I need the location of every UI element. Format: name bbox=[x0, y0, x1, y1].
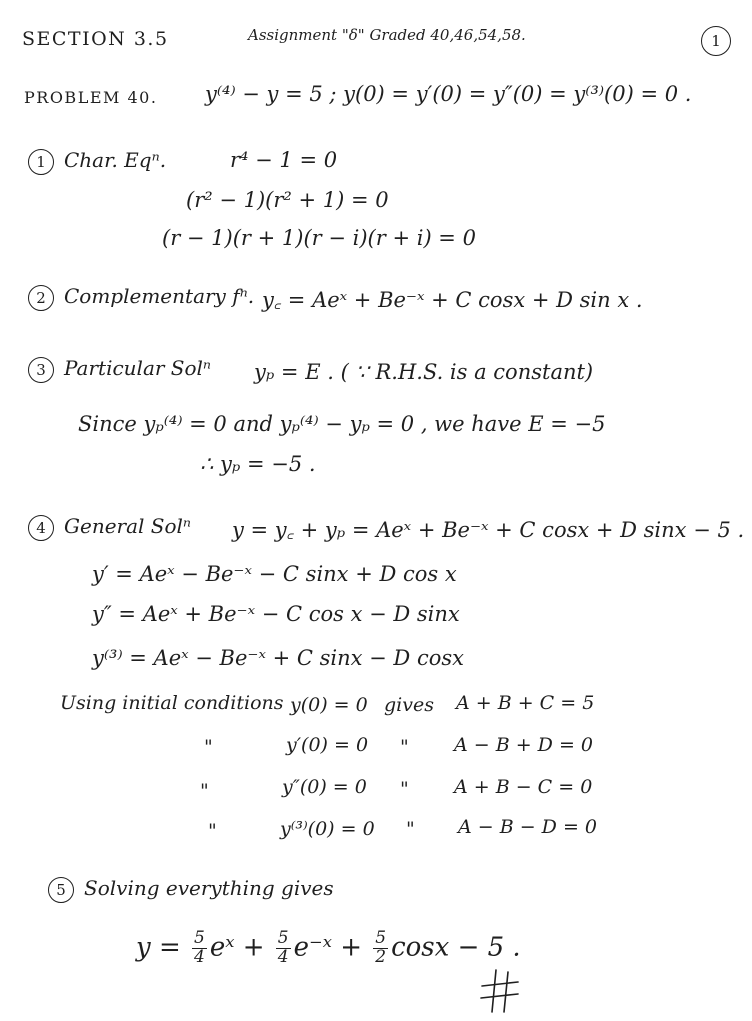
final-lhs: y = bbox=[136, 932, 181, 963]
derivative-2: y″ = Aeˣ + Be⁻ˣ − C cos x − D sinx bbox=[92, 602, 460, 626]
fraction-1 bbox=[192, 930, 207, 967]
condition-row-2-cond: y″(0) = 0 bbox=[282, 776, 367, 798]
condition-row-0-gives: gives bbox=[384, 694, 434, 716]
condition-row-1-cond: y′(0) = 0 bbox=[286, 734, 369, 756]
condition-row-3-result: A − B − D = 0 bbox=[458, 816, 598, 838]
step4-title: General Solⁿ bbox=[64, 514, 192, 538]
step1-heading bbox=[28, 148, 166, 175]
page-number-badge: 1 bbox=[701, 26, 731, 56]
char-eq-line2: (r² − 1)(r² + 1) = 0 bbox=[186, 188, 389, 212]
fraction-2-denominator: 4 bbox=[277, 946, 289, 967]
derivative-3: y⁽³⁾ = Aeˣ − Be⁻ˣ + C sinx − D cosx bbox=[92, 646, 464, 670]
char-eq-line3: (r − 1)(r + 1)(r − i)(r + i) = 0 bbox=[162, 226, 476, 250]
final-term-2: e⁻ˣ + bbox=[293, 932, 362, 963]
condition-row-1-result: A − B + D = 0 bbox=[454, 734, 594, 756]
condition-row-3-cond: y⁽³⁾(0) = 0 bbox=[280, 818, 375, 840]
condition-row-2-ditto: " bbox=[200, 780, 209, 802]
fraction-3-numerator: 5 bbox=[375, 928, 387, 948]
fraction-3 bbox=[373, 930, 388, 967]
condition-row-3-ditto2: " bbox=[406, 818, 415, 840]
condition-row-1-ditto2: " bbox=[400, 736, 409, 758]
derivative-1: y′ = Aeˣ − Be⁻ˣ − C sinx + D cos x bbox=[92, 562, 457, 586]
problem-equation: y⁽⁴⁾ − y = 5 ; y(0) = y′(0) = y″(0) = y⁽³⁾(0) = 0 . bbox=[205, 82, 692, 106]
assignment-note: Assignment "δ" Graded 40,46,54,58. bbox=[248, 26, 526, 44]
particular-since: Since yₚ⁽⁴⁾ = 0 and yₚ⁽⁴⁾ − yₚ = 0 , we have E = −5 bbox=[78, 412, 606, 436]
step5-title: Solving everything gives bbox=[84, 876, 334, 900]
step2-number-circle: 2 bbox=[28, 285, 54, 311]
step1-title: Char. Eqⁿ. bbox=[64, 148, 167, 172]
condition-row-0-cond: y(0) = 0 bbox=[290, 694, 368, 716]
step5-heading bbox=[48, 876, 334, 903]
hash-double-strike-icon bbox=[478, 968, 522, 1014]
step4-number-circle: 4 bbox=[28, 515, 54, 541]
step4-heading bbox=[28, 514, 191, 541]
final-term-3: cosx − 5 . bbox=[391, 932, 521, 963]
fraction-1-numerator: 5 bbox=[194, 928, 205, 948]
problem-label: PROBLEM 40. bbox=[24, 88, 158, 107]
fraction-2-numerator: 5 bbox=[277, 928, 289, 948]
conditions-intro: Using initial conditions bbox=[60, 692, 284, 714]
fraction-3-denominator: 2 bbox=[375, 946, 387, 967]
final-term-1: eˣ + bbox=[209, 932, 265, 963]
step3-number-circle: 3 bbox=[28, 357, 54, 383]
complementary-expr: y꜀ = Aeˣ + Be⁻ˣ + C cosx + D sin x . bbox=[262, 288, 643, 312]
step2-heading bbox=[28, 284, 254, 311]
condition-row-2-result: A + B − C = 0 bbox=[454, 776, 593, 798]
step5-number-circle: 5 bbox=[48, 877, 74, 903]
condition-row-1-ditto: " bbox=[204, 736, 213, 758]
condition-row-2-ditto2: " bbox=[400, 778, 409, 800]
fraction-2 bbox=[276, 930, 291, 967]
step1-number-circle: 1 bbox=[28, 149, 54, 175]
condition-row-3-ditto: " bbox=[208, 820, 217, 842]
particular-therefore: ∴ yₚ = −5 . bbox=[200, 452, 316, 476]
final-solution bbox=[136, 930, 521, 967]
particular-expr: yₚ = E . ( ∵ R.H.S. is a constant) bbox=[254, 360, 594, 384]
step2-title: Complementary fⁿ. bbox=[64, 284, 255, 308]
step3-heading bbox=[28, 356, 211, 383]
general-expr: y = y꜀ + yₚ = Aeˣ + Be⁻ˣ + C cosx + D sinx − 5 . bbox=[232, 518, 745, 542]
fraction-1-denominator: 4 bbox=[194, 946, 205, 967]
step3-title: Particular Solⁿ bbox=[64, 356, 212, 380]
section-title: SECTION 3.5 bbox=[22, 28, 169, 50]
condition-row-0-result: A + B + C = 5 bbox=[456, 692, 595, 714]
char-eq-line1: r⁴ − 1 = 0 bbox=[230, 148, 338, 172]
